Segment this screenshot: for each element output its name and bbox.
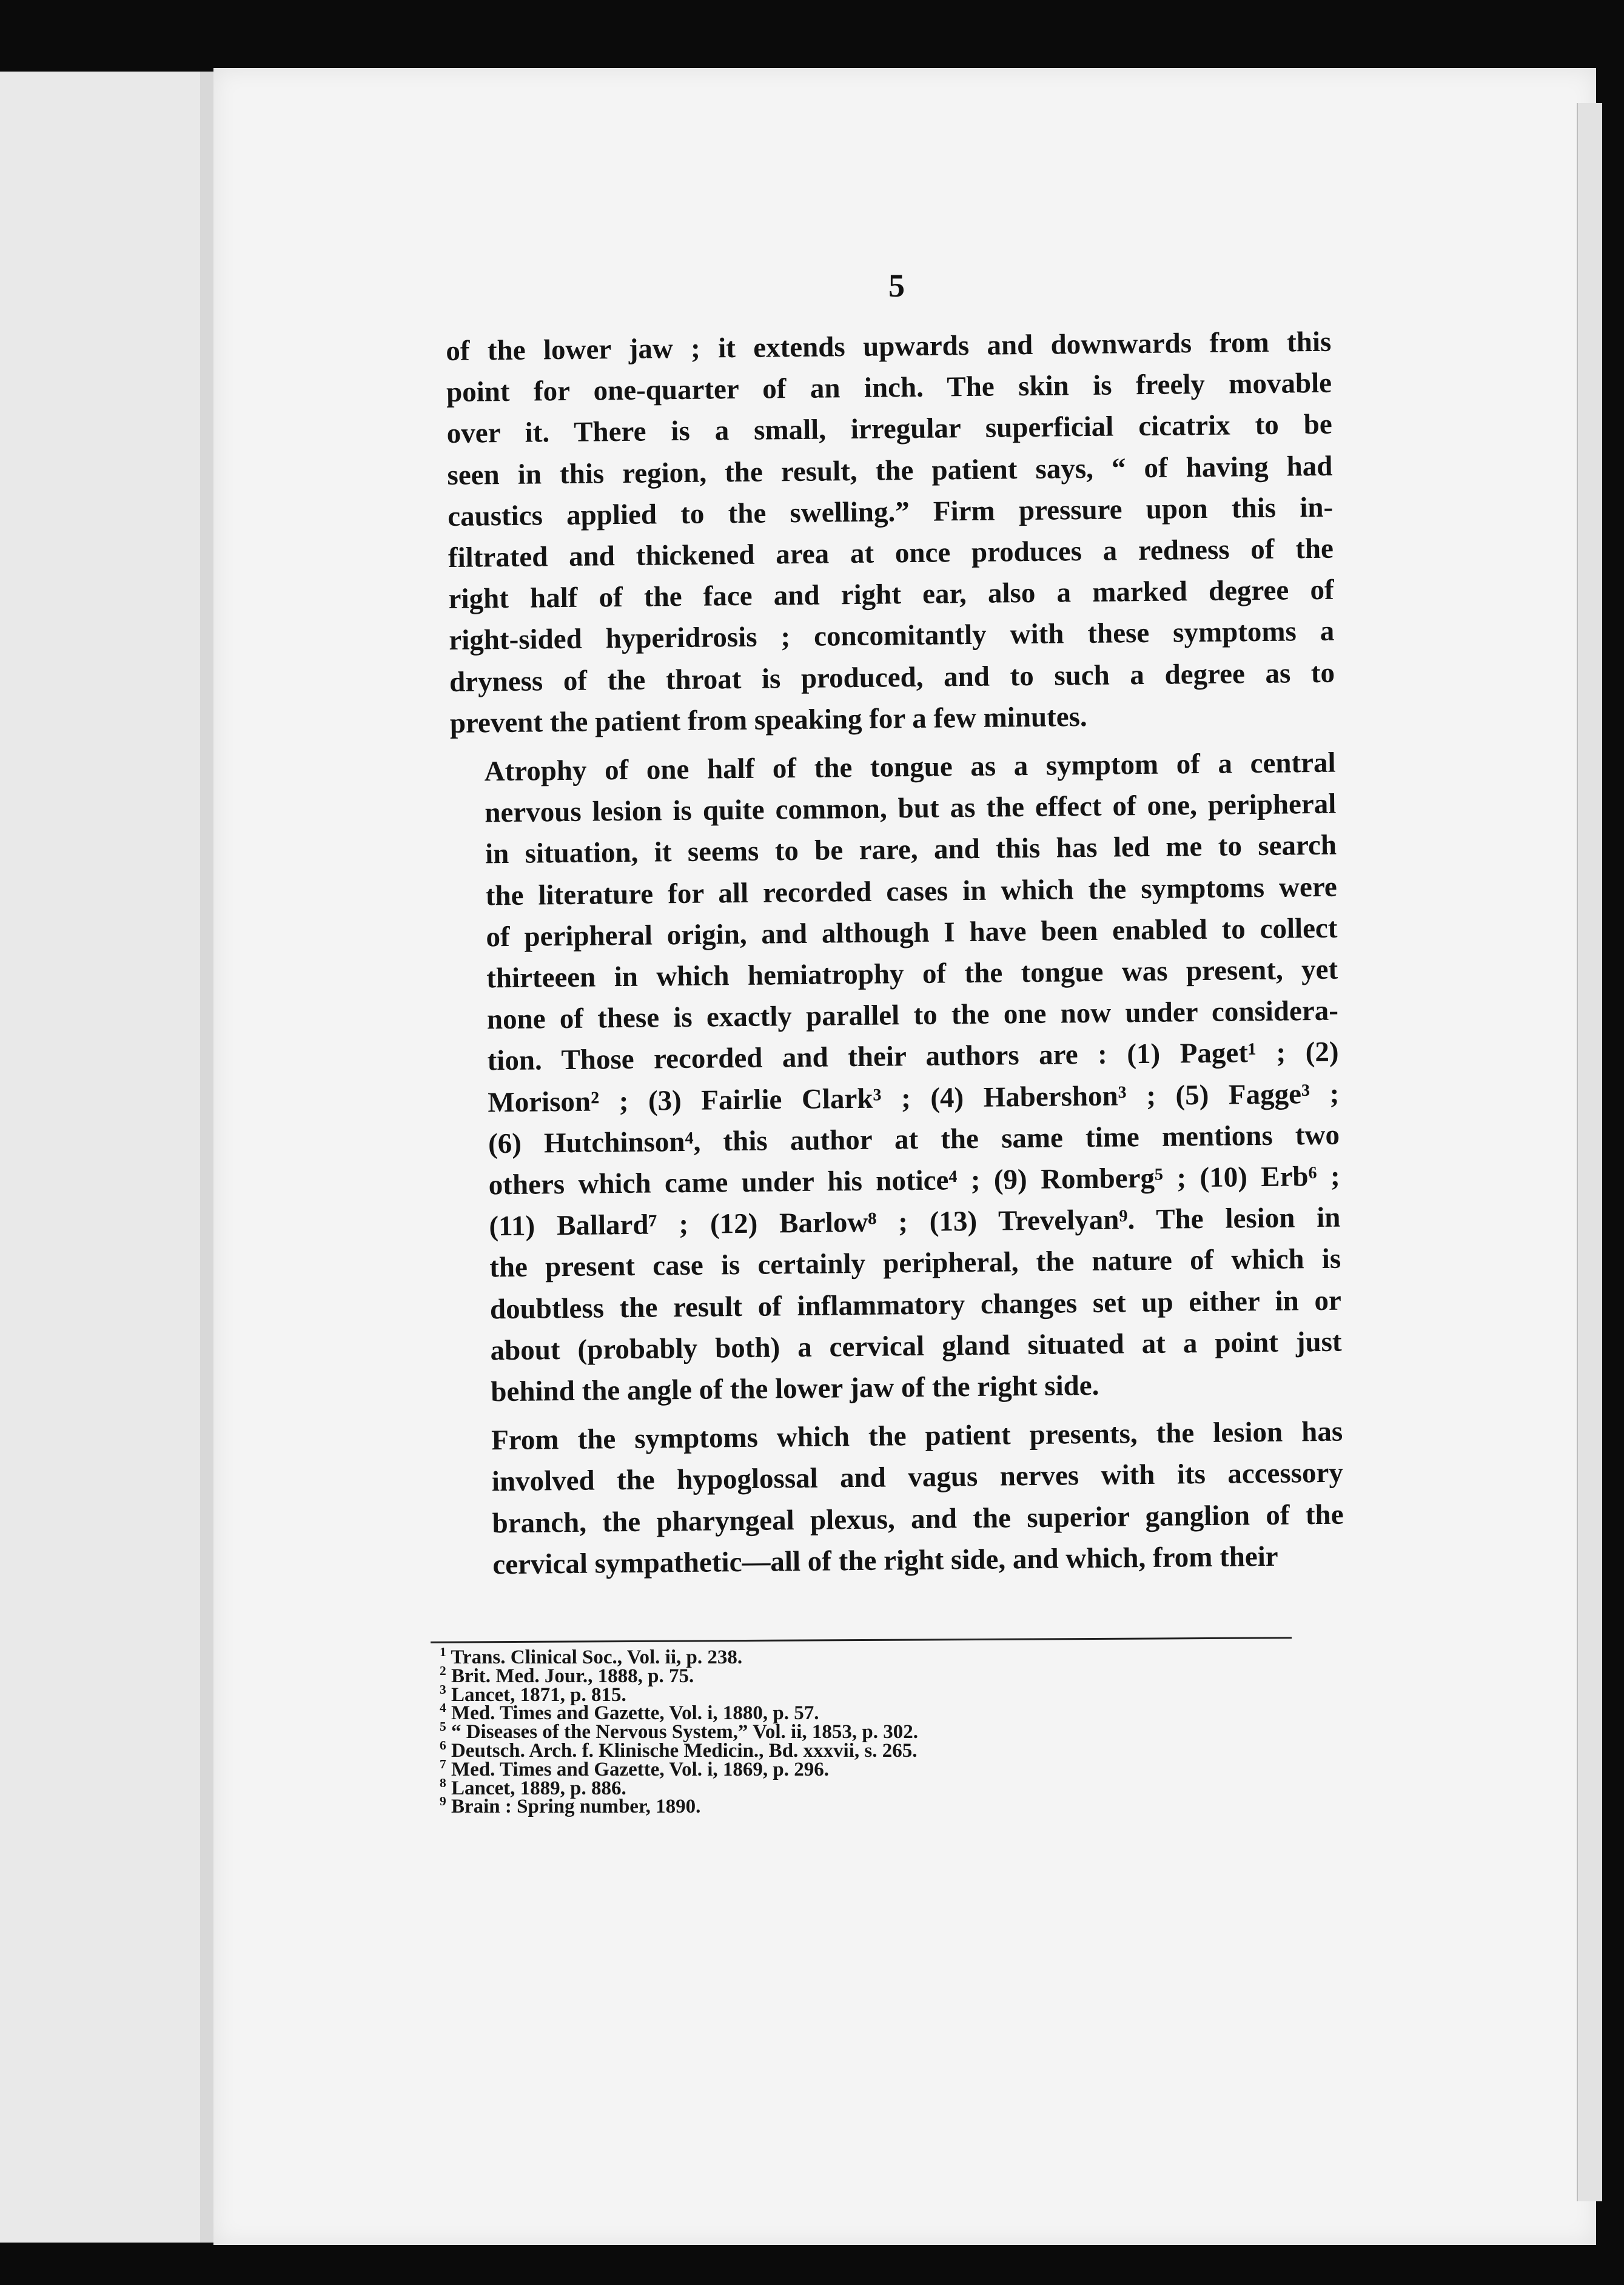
footnote-mark: 7 xyxy=(440,1756,446,1771)
body-text xyxy=(446,321,1344,1586)
footnote xyxy=(440,1700,1289,1725)
footnote xyxy=(440,1663,1289,1687)
text-line: right-sided hyperidrosis ; concomitantly with these symptoms a xyxy=(449,616,1335,657)
paragraph xyxy=(446,321,1335,744)
paragraph xyxy=(450,742,1342,1413)
text-line: cervical sympathetic—all of the right side, and which, from their xyxy=(492,1540,1278,1581)
footnote-text: Med. Times and Gazette, Vol. i, 1869, p. 296. xyxy=(451,1758,830,1780)
text-line: the literature for all recorded cases in which the symptoms were xyxy=(485,871,1337,912)
text-line: about (probably both) a cervical gland situated at a point just xyxy=(490,1326,1342,1367)
text-line: none of these is exactly parallel to the one now under considera- xyxy=(486,995,1339,1036)
facing-page xyxy=(0,72,203,2243)
text-line: (11) Ballard⁷ ; (12) Barlow⁸ ; (13) Trevelyan⁹. The lesion in xyxy=(489,1201,1341,1243)
text-line: others which came under his notice⁴ ; (9) Romberg⁵ ; (10) Erb⁶ ; xyxy=(488,1160,1340,1201)
text-line: filtrated and thickened area at once produces a redness of the xyxy=(448,532,1334,574)
text-line: right half of the face and right ear, also a marked degree of xyxy=(448,574,1334,616)
text-line: doubtless the result of inflammatory changes set up either in or xyxy=(489,1284,1342,1325)
text-line: of peripheral origin, and although I have been enabled to collect xyxy=(486,912,1338,953)
text-line: prevent the patient from speaking for a few minutes. xyxy=(449,700,1087,739)
text-line: dryness of the throat is produced, and to such a degree as to xyxy=(449,657,1335,698)
footnote xyxy=(440,1719,1289,1743)
text-line: nervous lesion is quite common, but as the effect of one, peripheral xyxy=(485,788,1337,829)
text-line: thirteeen in which hemiatrophy of the tongue was present, yet xyxy=(486,953,1338,995)
text-line: behind the angle of the lower jaw of the right side. xyxy=(491,1369,1099,1408)
text-line: caustics applied to the swelling.” Firm pressure upon this in- xyxy=(447,491,1334,532)
text-line: the present case is certainly peripheral, the nature of which is xyxy=(489,1243,1341,1284)
footnote-mark: 3 xyxy=(440,1682,446,1697)
footnote xyxy=(440,1756,1289,1780)
footnote-mark: 4 xyxy=(440,1700,446,1716)
footnote-text: Trans. Clinical Soc., Vol. ii, p. 238. xyxy=(451,1646,743,1668)
text-line: point for one-quarter of an inch. The skin is freely movable xyxy=(446,367,1332,409)
footnote-text: Med. Times and Gazette, Vol. i, 1880, p. 57. xyxy=(451,1702,819,1725)
footnote-text: Brit. Med. Jour., 1888, p. 75. xyxy=(451,1665,694,1687)
footnote-mark: 6 xyxy=(440,1737,446,1753)
text-line: (6) Hutchinson⁴, this author at the same time mentions two xyxy=(488,1119,1340,1160)
text-line: Atrophy of one half of the tongue as a symptom of a central xyxy=(484,747,1336,788)
footnote xyxy=(440,1775,1289,1799)
book-gutter xyxy=(200,72,215,2243)
text-line: tion. Those recorded and their authors are : (1) Paget¹ ; (2) xyxy=(487,1036,1339,1077)
text-line: involved the hypoglossal and vagus nerves with its accessory xyxy=(491,1457,1344,1498)
text-line: seen in this region, the result, the patient says, “ of having had xyxy=(447,450,1333,491)
text-line: of the lower jaw ; it extends upwards and downwards from this xyxy=(446,326,1332,367)
footnote-mark: 9 xyxy=(440,1794,446,1809)
footnote-text: Lancet, 1889, p. 886. xyxy=(451,1777,626,1799)
footnote-text: Lancet, 1871, p. 815. xyxy=(451,1683,626,1706)
text-line: Morison² ; (3) Fairlie Clark³ ; (4) Habershon³ ; (5) Fagge³ ; xyxy=(488,1078,1340,1118)
footnote-mark: 2 xyxy=(440,1663,446,1678)
footnote xyxy=(440,1682,1289,1706)
paragraph xyxy=(457,1411,1344,1586)
text-line: branch, the pharyngeal plexus, and the superior ganglion of the xyxy=(492,1498,1344,1539)
page-number: 5 xyxy=(888,267,905,304)
footnotes xyxy=(440,1645,1289,1818)
text-line: over it. There is a small, irregular superficial cicatrix to be xyxy=(446,409,1332,450)
footnote-text: Brain : Spring number, 1890. xyxy=(451,1796,701,1818)
footnote-mark: 1 xyxy=(440,1645,446,1659)
footnote-text: “ Diseases of the Nervous System,” Vol. ii, 1853, p. 302. xyxy=(451,1721,918,1743)
footnote xyxy=(440,1794,1289,1818)
text-line: From the symptoms which the patient presents, the lesion has xyxy=(491,1415,1343,1457)
footnote-mark: 5 xyxy=(440,1719,446,1734)
footnote xyxy=(440,1645,1289,1668)
text-line: in situation, it seems to be rare, and this has led me to search xyxy=(485,830,1337,870)
footnote-text: Deutsch. Arch. f. Klinische Medicin., Bd. xxxvii, s. 265. xyxy=(451,1739,918,1762)
footnote xyxy=(440,1737,1289,1762)
page-edge xyxy=(1577,103,1602,2201)
footnote-mark: 8 xyxy=(440,1775,446,1790)
